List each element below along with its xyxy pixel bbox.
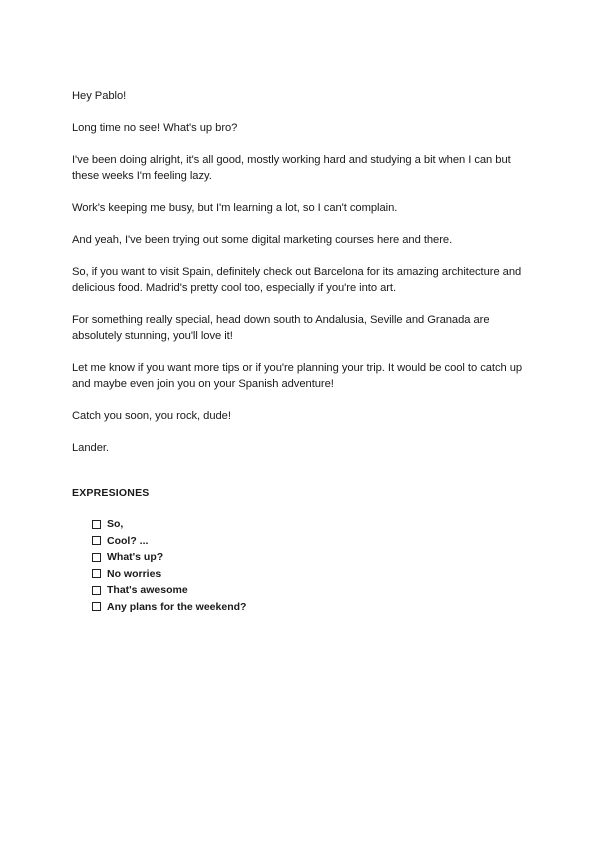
- expressions-heading: EXPRESIONES: [72, 487, 150, 499]
- list-item: [92, 549, 246, 566]
- checkbox[interactable]: [92, 602, 101, 611]
- letter-greeting: Hey Pablo!: [72, 90, 127, 102]
- checklist-label: Cool? ...: [107, 534, 149, 547]
- list-item: [92, 582, 246, 599]
- letter-paragraph: Work's keeping me busy, but I'm learning a lot, so I can't complain.: [72, 202, 398, 214]
- letter-body: [72, 88, 532, 472]
- list-item: [92, 599, 246, 616]
- letter-paragraph: Let me know if you want more tips or if you're planning your trip. It would be cool to catch up and maybe even join you on your Spanish adventure!: [72, 362, 523, 390]
- expressions-checklist: [92, 516, 246, 615]
- checklist-label: That's awesome: [107, 584, 188, 597]
- letter-paragraph: Catch you soon, you rock, dude!: [72, 410, 231, 422]
- checkbox[interactable]: [92, 569, 101, 578]
- checkbox[interactable]: [92, 536, 101, 545]
- checklist-label: So,: [107, 518, 124, 531]
- letter-signature: Lander.: [72, 442, 109, 454]
- checkbox[interactable]: [92, 586, 101, 595]
- list-item: [92, 566, 246, 583]
- letter-paragraph: I've been doing alright, it's all good, mostly working hard and studying a bit when I can but these weeks I'm feeling lazy.: [72, 154, 511, 182]
- letter-paragraph: So, if you want to visit Spain, definitely check out Barcelona for its amazing architecture and delicious food. Madrid's pretty cool too, especially if you're into art.: [72, 266, 522, 294]
- checklist-label: Any plans for the weekend?: [107, 600, 247, 613]
- list-item: [92, 516, 246, 533]
- checklist-label: What's up?: [107, 551, 164, 564]
- list-item: [92, 533, 246, 550]
- letter-paragraph: Long time no see! What's up bro?: [72, 122, 238, 134]
- letter-paragraph: And yeah, I've been trying out some digital marketing courses here and there.: [72, 234, 453, 246]
- checklist-label: No worries: [107, 567, 162, 580]
- letter-paragraph: For something really special, head down south to Andalusia, Seville and Granada are absolutely stunning, you'll love it!: [72, 314, 490, 342]
- checkbox[interactable]: [92, 553, 101, 562]
- checkbox[interactable]: [92, 520, 101, 529]
